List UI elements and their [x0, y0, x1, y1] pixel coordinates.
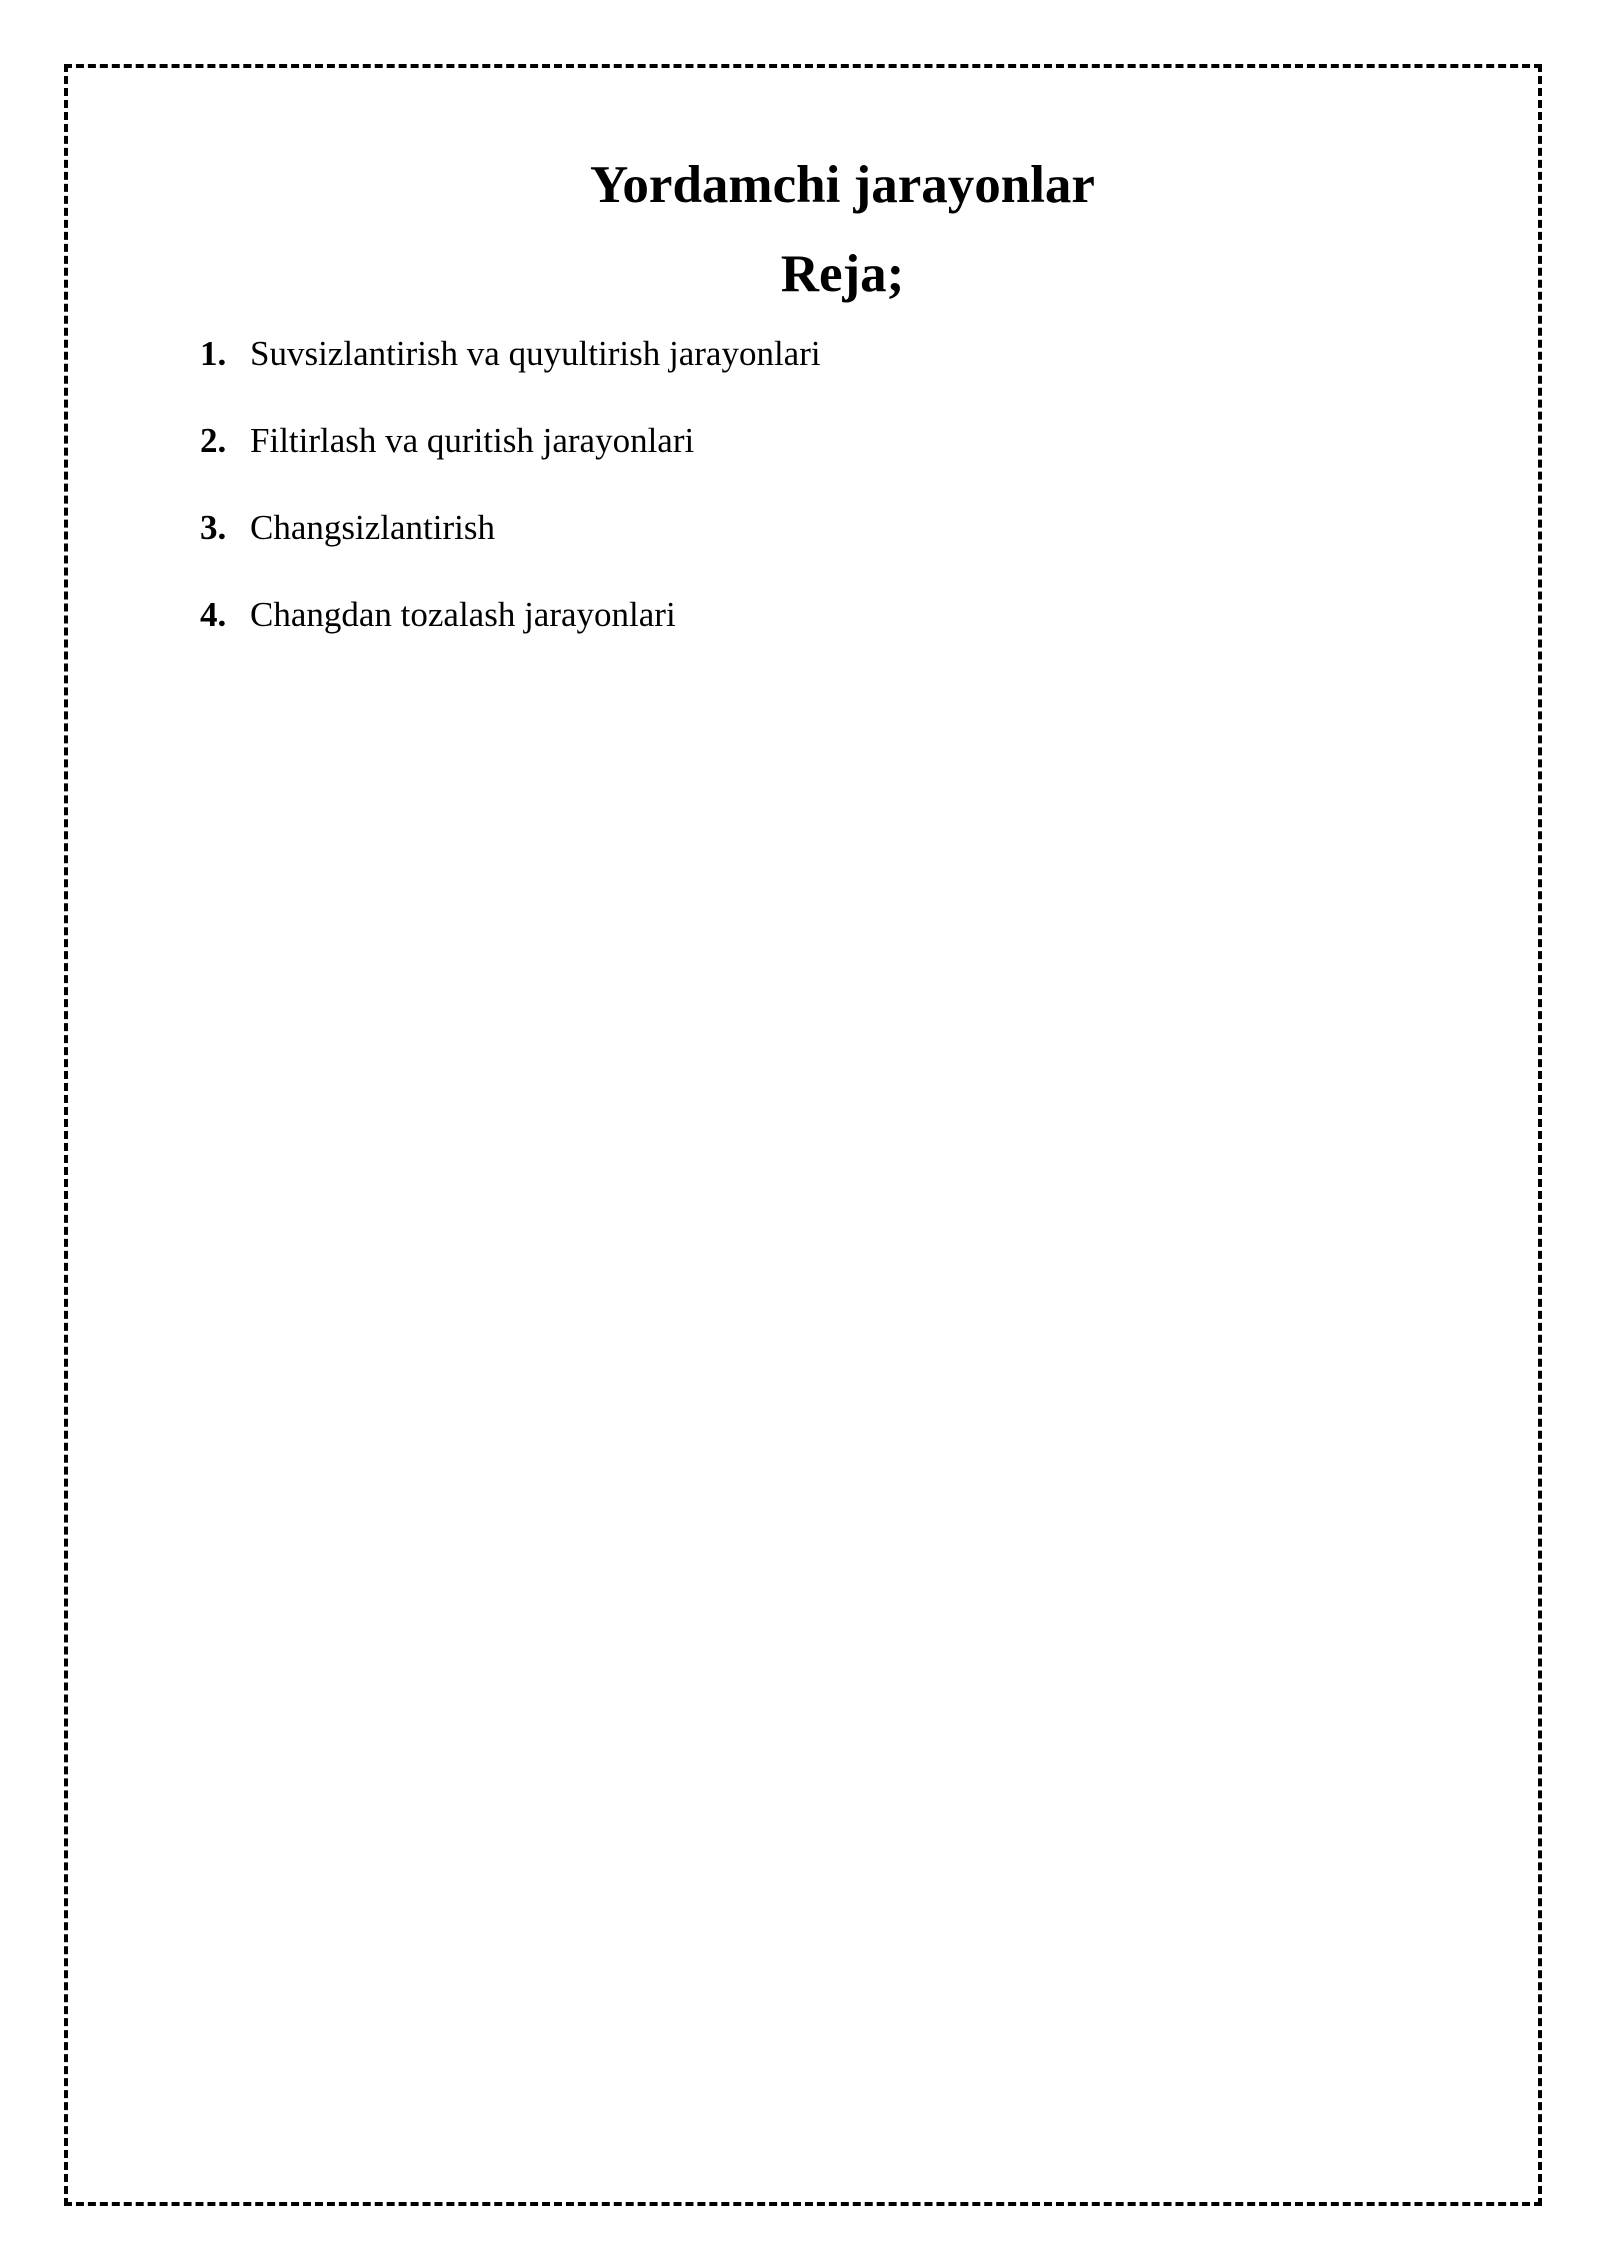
- plan-item-text: Changdan tozalash jarayonlari: [250, 595, 676, 634]
- plan-item-1: [200, 330, 821, 417]
- plan-item-number: 1.: [200, 334, 227, 373]
- plan-heading: Reja;: [780, 245, 905, 303]
- document-title: Yordamchi jarayonlar: [590, 156, 1095, 214]
- plan-list: [200, 330, 821, 678]
- plan-item-3: [200, 504, 821, 591]
- plan-item-number: 4.: [200, 595, 227, 634]
- plan-item-2: [200, 417, 821, 504]
- plan-item-number: 3.: [200, 508, 227, 547]
- plan-item-text: Filtirlash va quritish jarayonlari: [250, 421, 695, 460]
- plan-item-number: 2.: [200, 421, 227, 460]
- plan-item-text: Changsizlantirish: [250, 508, 495, 547]
- plan-item-text: Suvsizlantirish va quyultirish jarayonlari: [250, 334, 821, 373]
- plan-item-4: [200, 591, 821, 678]
